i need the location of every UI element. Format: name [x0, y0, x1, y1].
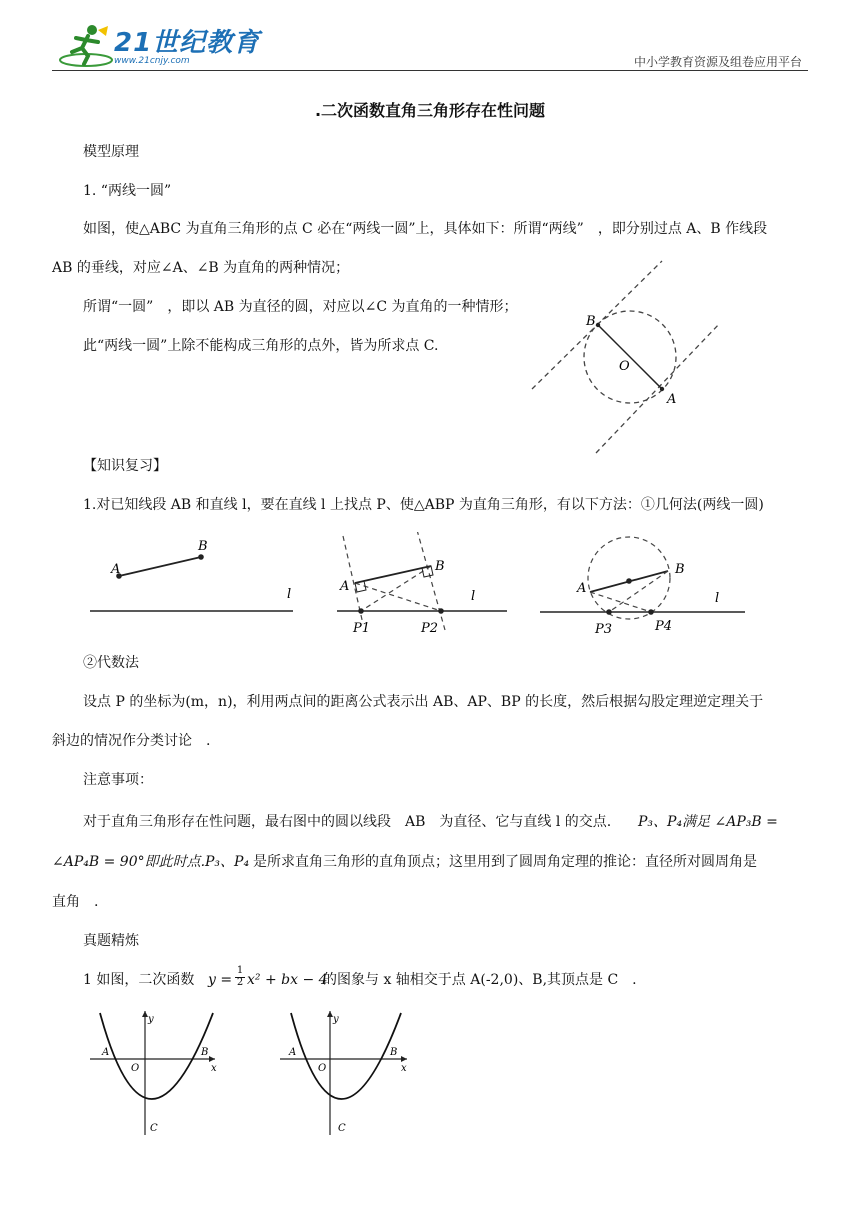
paragraph-1b: AB 的垂线，对应∠A、∠B 为直角的两种情况； — [52, 260, 350, 276]
question-1-eq-y: y = — [208, 972, 233, 988]
header-divider — [52, 70, 808, 71]
panel1-label-l: l — [287, 587, 292, 602]
panel3-label-l: l — [715, 591, 720, 606]
section-heading-model: 模型原理 — [83, 144, 139, 160]
graph1-label-o: O — [131, 1063, 140, 1074]
panel2-label-p1: P1 — [353, 621, 371, 636]
brand-url: www.21cnjy.com — [114, 56, 190, 66]
fig1-label-a: A — [667, 392, 677, 407]
graph2-label-y: y — [333, 1014, 339, 1025]
question-1-suffix: 的图象与 x 轴相交于点 A(-2,0)、B,其顶点是 C . — [323, 972, 637, 988]
paragraph-3: 此“两线一圆”上除不能构成三角形的点外，皆为所求点 C. — [83, 338, 439, 354]
panel2-label-p2: P2 — [421, 621, 439, 636]
section-heading-review: 【知识复习】 — [83, 458, 167, 474]
notes-line-1-math: P₃、P₄满足 ∠AP₃B = — [638, 814, 778, 830]
graph2-label-x: x — [401, 1063, 407, 1074]
parabola-graph-1 — [90, 1011, 217, 1135]
panel2-label-a: A — [340, 579, 350, 594]
graph2-label-o: O — [318, 1063, 327, 1074]
fig1-label-b: B — [586, 314, 596, 329]
paragraph-1a: 如图，使△ABC 为直角三角形的点 C 必在“两线一圆”上，具体如下：所谓“两线” ，即分别过点 A、B 作线段 — [83, 221, 768, 237]
graph2-label-c: C — [338, 1123, 346, 1134]
review-paragraph: 1.对已知线段 AB 和直线 l，要在直线 l 上找点 P、使△ABP 为直角三角形，有以下方法：①几何法(两线一圆) — [83, 497, 764, 513]
graph1-label-y: y — [148, 1014, 154, 1025]
panel3-label-p3: P3 — [595, 622, 613, 637]
fig1-label-o: O — [619, 359, 630, 374]
panel3-label-b: B — [675, 562, 685, 577]
panel2-label-l: l — [471, 589, 476, 604]
paragraph-2: 所谓“一圆” ，即以 AB 为直径的圆，对应以∠C 为直角的一种情形； — [83, 299, 518, 315]
panel3-label-p4: P4 — [655, 619, 673, 634]
parabola-graph-2 — [280, 1011, 407, 1135]
graph1-label-b: B — [201, 1047, 209, 1058]
fraction-denominator: 2 — [236, 977, 244, 988]
graph2-label-a: A — [289, 1047, 297, 1058]
question-1-eq-rest: x² + bx − 4 — [247, 972, 328, 988]
notes-line-2-text: 是所求直角三角形的直角顶点；这里用到了圆周角定理的推论：直径所对圆周角是 — [253, 854, 757, 870]
panel1-label-b: B — [198, 539, 208, 554]
graph1-label-a: A — [102, 1047, 110, 1058]
item-two-lines-one-circle: 1. “两线一圆” — [83, 183, 172, 199]
figure-three-methods — [85, 532, 805, 647]
figure-two-lines-one-circle — [520, 255, 730, 460]
notes-line-3: 直角 . — [52, 894, 99, 910]
section-heading-algebra: ②代数法 — [83, 655, 139, 671]
parabola-graphs — [85, 1005, 420, 1140]
platform-caption: 中小学教育资源及组卷应用平台 — [633, 55, 802, 69]
notes-line-2-math: ∠AP₄B = 90°即此时点. — [52, 854, 206, 870]
fraction-numerator: 1 — [236, 965, 244, 976]
notes-line-1-text: 对于直角三角形存在性问题，最右图中的圆以线段 AB 为直径、它与直线 l 的交点. — [83, 814, 612, 830]
graph1-label-x: x — [211, 1063, 217, 1074]
panel3-label-a: A — [577, 581, 587, 596]
question-1-prefix: 1 如图，二次函数 — [83, 972, 195, 988]
page-title: .二次函数直角三角形存在性问题 — [314, 101, 546, 120]
question-1-fraction — [235, 966, 245, 988]
notes-line-2-points: P₃、P₄ — [205, 854, 250, 870]
panel1-label-a: A — [111, 562, 121, 577]
brand-name: 21世纪教育 — [114, 28, 261, 58]
runner-logo-icon — [58, 22, 118, 70]
algebra-paragraph-a: 设点 P 的坐标为(m，n)，利用两点间的距离公式表示出 AB、AP、BP 的长度，然后根据勾股定理逆定理关于 — [83, 694, 764, 710]
algebra-paragraph-b: 斜边的情况作分类讨论 . — [52, 733, 211, 749]
graph1-label-c: C — [150, 1123, 158, 1134]
panel2-label-b: B — [435, 559, 445, 574]
graph2-label-b: B — [390, 1047, 398, 1058]
section-heading-practice: 真题精炼 — [83, 933, 139, 949]
section-heading-notes: 注意事项： — [83, 772, 153, 788]
